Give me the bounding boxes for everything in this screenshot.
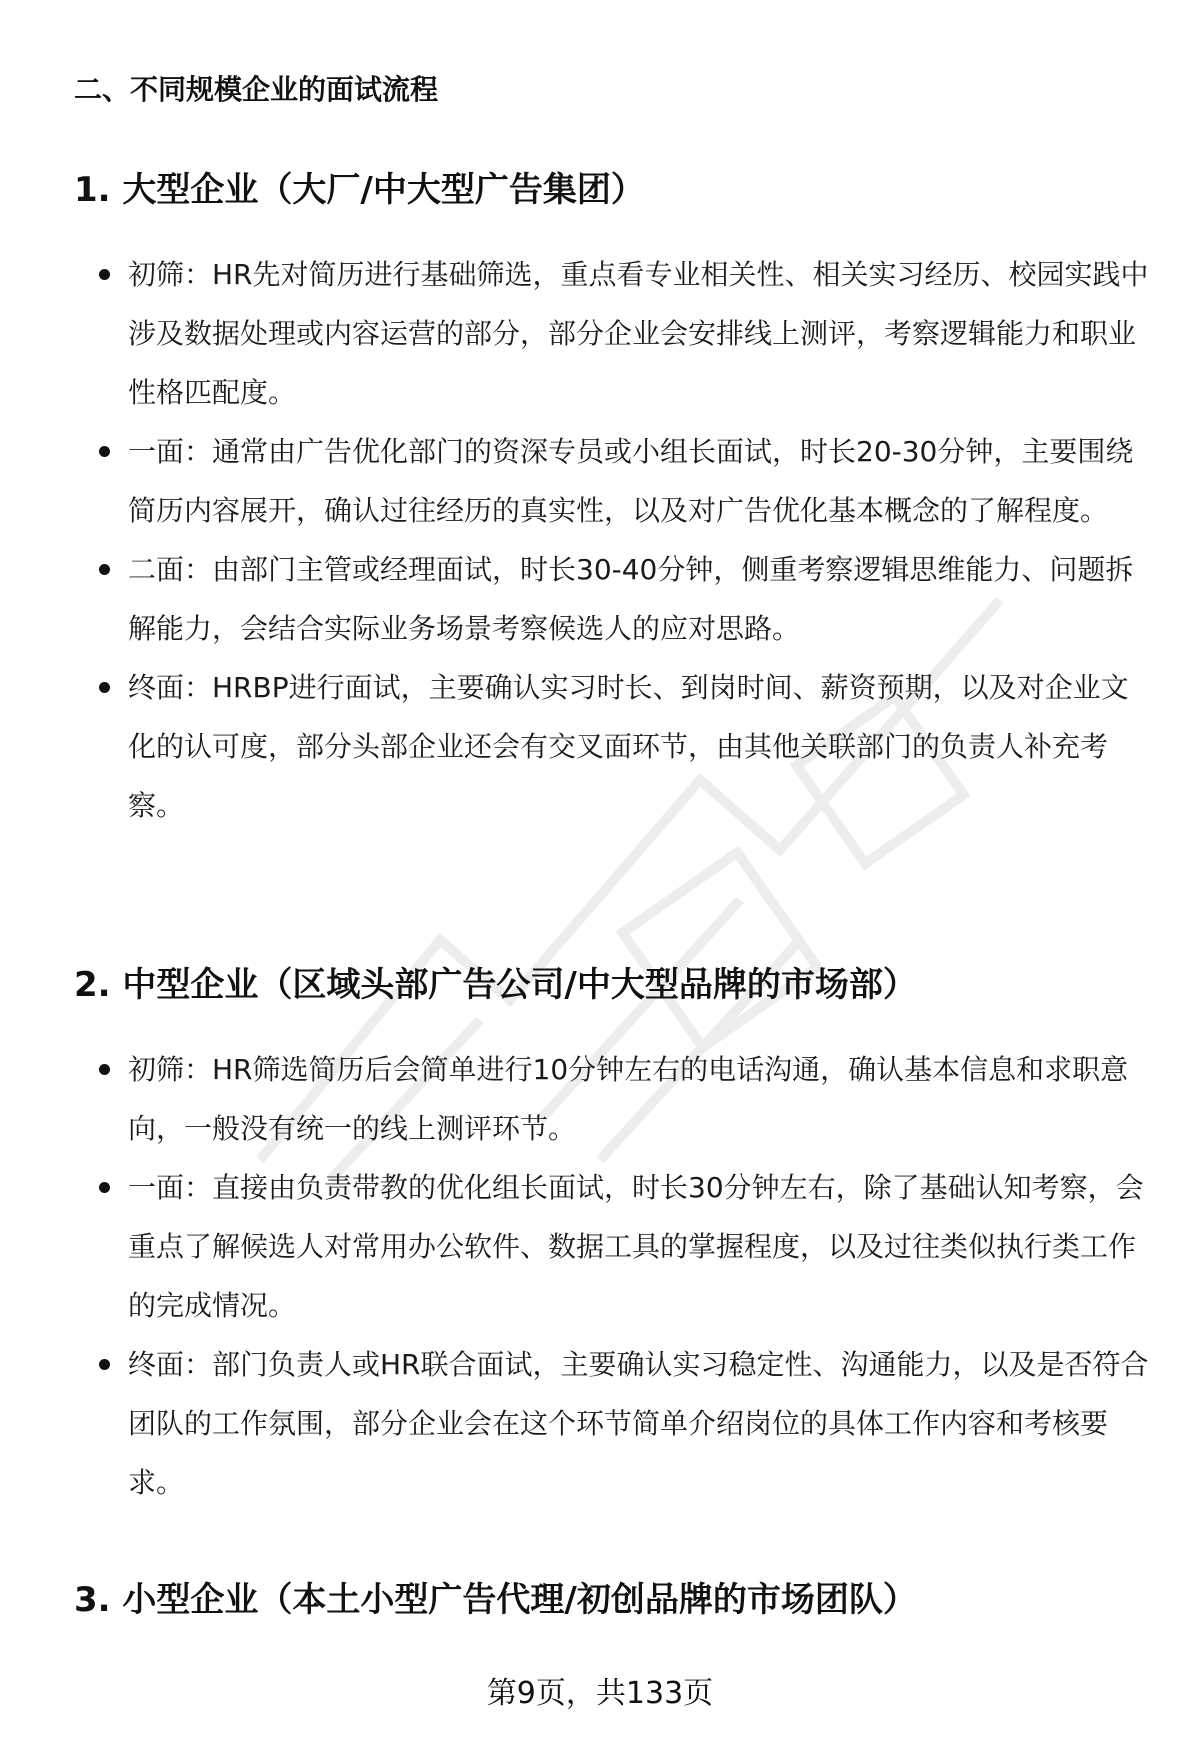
bullet-dot-icon — [99, 1182, 110, 1193]
list-item-text: 初筛：HR筛选简历后会简单进行10分钟左右的电话沟通，确认基本信息和求职意向，一般没有统一的线上测评环节。 — [128, 1053, 1129, 1145]
list-item-text: 终面：部门负责人或HR联合面试，主要确认实习稳定性、沟通能力，以及是否符合团队的工作氛围，部分企业会在这个环节简单介绍岗位的具体工作内容和考核要求。 — [128, 1348, 1149, 1499]
bullet-dot-icon — [99, 269, 110, 280]
list-item — [74, 658, 1154, 835]
bullet-dot-icon — [99, 682, 110, 693]
bullet-dot-icon — [99, 1064, 110, 1075]
bullet-dot-icon — [99, 564, 110, 575]
subsection-title: 1. 大型企业（大厂/中大型广告集团） — [74, 170, 645, 210]
list-item-text: 终面：HRBP进行面试，主要确认实习时长、到岗时间、薪资预期，以及对企业文化的认可度，部分头部企业还会有交叉面环节，由其他关联部门的负责人补充考察。 — [128, 671, 1129, 822]
list-item — [74, 1335, 1154, 1512]
subsection-large-enterprise — [74, 165, 1154, 835]
subsection-title: 3. 小型企业（本土小型广告代理/初创品牌的市场团队） — [74, 1580, 917, 1620]
list-item-text: 一面：直接由负责带教的优化组长面试，时长30分钟左右，除了基础认知考察，会重点了解候选人对常用办公软件、数据工具的掌握程度，以及过往类似执行类工作的完成情况。 — [128, 1171, 1144, 1322]
list-item — [74, 422, 1154, 540]
list-item — [74, 1040, 1154, 1158]
bullet-list — [74, 1040, 1154, 1512]
list-item-text: 初筛：HR先对简历进行基础筛选，重点看专业相关性、相关实习经历、校园实践中涉及数据处理或内容运营的部分，部分企业会安排线上测评，考察逻辑能力和职业性格匹配度。 — [128, 258, 1149, 409]
list-item — [74, 245, 1154, 422]
list-item-text: 二面：由部门主管或经理面试，时长30-40分钟，侧重考察逻辑思维能力、问题拆解能力，会结合实际业务场景考察候选人的应对思路。 — [128, 553, 1134, 645]
page-number: 第9页，共133页 — [486, 1676, 714, 1711]
bullet-dot-icon — [99, 1359, 110, 1370]
section-title: 二、不同规模企业的面试流程 — [74, 73, 439, 106]
bullet-dot-icon — [99, 446, 110, 457]
subsection-small-enterprise — [74, 1575, 1154, 1625]
subsection-medium-enterprise — [74, 960, 1154, 1512]
subsection-title: 2. 中型企业（区域头部广告公司/中大型品牌的市场部） — [74, 965, 917, 1005]
bullet-list — [74, 245, 1154, 835]
list-item — [74, 540, 1154, 658]
list-item — [74, 1158, 1154, 1335]
list-item-text: 一面：通常由广告优化部门的资深专员或小组长面试，时长20-30分钟，主要围绕简历内容展开，确认过往经历的真实性，以及对广告优化基本概念的了解程度。 — [128, 435, 1134, 527]
